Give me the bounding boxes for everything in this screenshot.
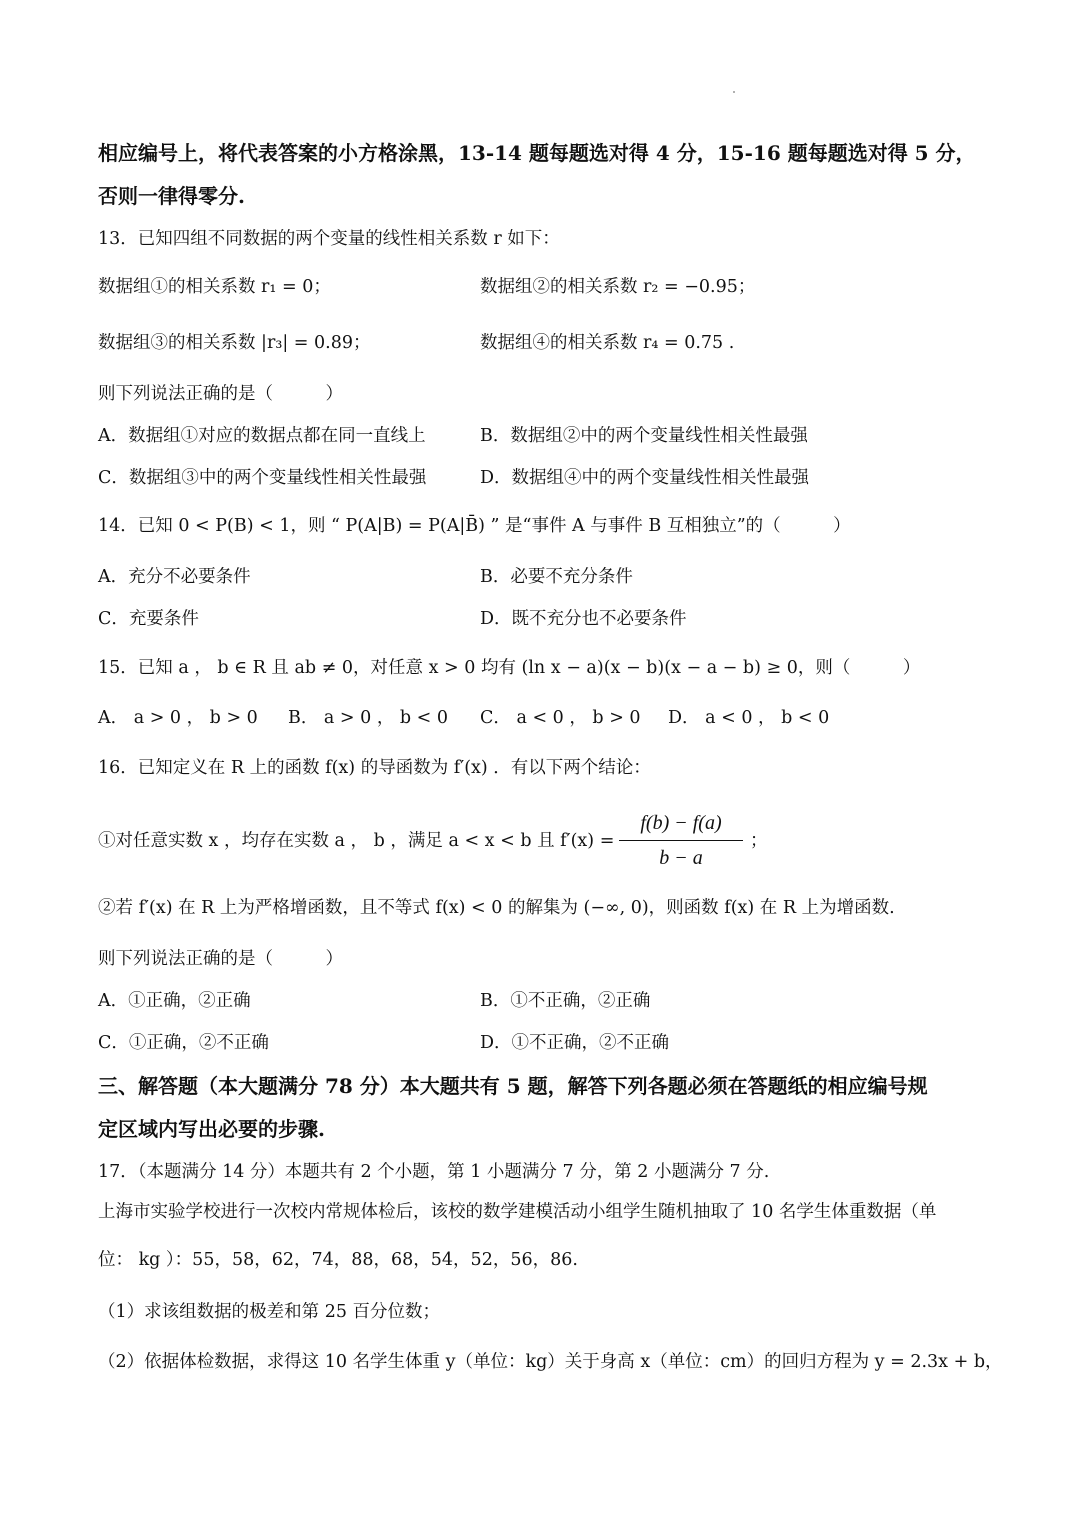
q16-stem: 16．已知定义在 R 上的函数 f(x) 的导函数为 f′(x) ．有以下两个结论： (98, 758, 651, 778)
scan-dot (733, 91, 735, 93)
q16-ask: 则下列说法正确的是（ ） (98, 949, 343, 969)
q13-option-b: B．数据组②中的两个变量线性相关性最强 (480, 426, 808, 446)
q17-subquestion-2: （2）依据体检数据，求得这 10 名学生体重 y（单位：kg）关于身高 x（单位：cm）的回归方程为 y = 2.3x + b， (98, 1352, 1003, 1372)
q13-data3: 数据组③的相关系数 |r₃| = 0.89； (98, 333, 371, 353)
q16-option-d: D．①不正确，②不正确 (480, 1033, 670, 1053)
q15-option-d: D． a < 0 ， b < 0 (668, 708, 830, 728)
q14-option-d: D．既不充分也不必要条件 (480, 609, 687, 629)
instruction-line-2: 否则一律得零分. (98, 184, 245, 208)
q17-paragraph-1: 上海市实验学校进行一次校内常规体检后，该校的数学建模活动小组学生随机抽取了 10 名学生体重数据（单 (98, 1202, 937, 1222)
q13-data2: 数据组②的相关系数 r₂ = −0.95； (480, 277, 756, 297)
section3-heading-line-2: 定区域内写出必要的步骤. (98, 1117, 325, 1141)
q15-option-c: C． a < 0 ， b > 0 (480, 708, 641, 728)
q16-fraction (615, 808, 747, 873)
q16-conclusion-2: ②若 f′(x) 在 R 上为严格增函数，且不等式 f(x) < 0 的解集为 (−∞, 0)，则函数 f(x) 在 R 上为增函数. (98, 898, 895, 918)
q14-option-a: A．充分不必要条件 (98, 567, 251, 587)
section3-heading-line-1: 三、解答题（本大题满分 78 分）本大题共有 5 题，解答下列各题必须在答题纸的相应编号规 (98, 1074, 928, 1098)
q16-conclusion-1: ①对任意实数 x ，均存在实数 a ， b ，满足 a < x < b 且 f′(x) = (98, 831, 615, 851)
fraction-denominator: b − a (659, 847, 703, 869)
q15-stem: 15．已知 a ， b ∈ R 且 ab ≠ 0，对任意 x > 0 均有 (ln x − a)(x − b)(x − a − b) ≥ 0，则（ ） (98, 658, 921, 678)
q13-data1: 数据组①的相关系数 r₁ = 0； (98, 277, 331, 297)
q13-ask: 则下列说法正确的是（ ） (98, 384, 343, 404)
q16-conclusion-1-end: ； (750, 831, 768, 851)
q15-option-a: A． a > 0 ， b > 0 (98, 708, 258, 728)
q14-option-c: C．充要条件 (98, 609, 199, 629)
q16-option-c: C．①正确，②不正确 (98, 1033, 269, 1053)
q17-subquestion-1: （1）求该组数据的极差和第 25 百分位数； (98, 1302, 441, 1322)
q13-stem: 13．已知四组不同数据的两个变量的线性相关系数 r 如下： (98, 229, 560, 249)
q16-option-a: A．①正确，②正确 (98, 991, 251, 1011)
q13-option-c: C．数据组③中的两个变量线性相关性最强 (98, 468, 427, 488)
q14-option-b: B．必要不充分条件 (480, 567, 633, 587)
instruction-line-1: 相应编号上，将代表答案的小方格涂黑，13-14 题每题选对得 4 分，15-16 题每题选对得 5 分， (98, 141, 976, 165)
q17-paragraph-2: 位： kg ）：55，58，62，74，88，68，54，52，56，86. (98, 1250, 578, 1270)
q13-option-d: D．数据组④中的两个变量线性相关性最强 (480, 468, 810, 488)
fraction-bar (619, 840, 743, 841)
q13-option-a: A．数据组①对应的数据点都在同一直线上 (98, 426, 426, 446)
q13-data4: 数据组④的相关系数 r₄ = 0.75 . (480, 333, 735, 353)
q17-head: 17．（本题满分 14 分）本题共有 2 个小题，第 1 小题满分 7 分，第 2 小题满分 7 分. (98, 1162, 770, 1182)
q14-stem: 14．已知 0 < P(B) < 1，则 “ P(A|B) = P(A|B̄) ” 是“事件 A 与事件 B 互相独立”的（ ） (98, 516, 851, 536)
fraction-numerator: f(b) − f(a) (640, 812, 722, 834)
q15-option-b: B． a > 0 ， b < 0 (288, 708, 449, 728)
q16-option-b: B．①不正确，②正确 (480, 991, 651, 1011)
